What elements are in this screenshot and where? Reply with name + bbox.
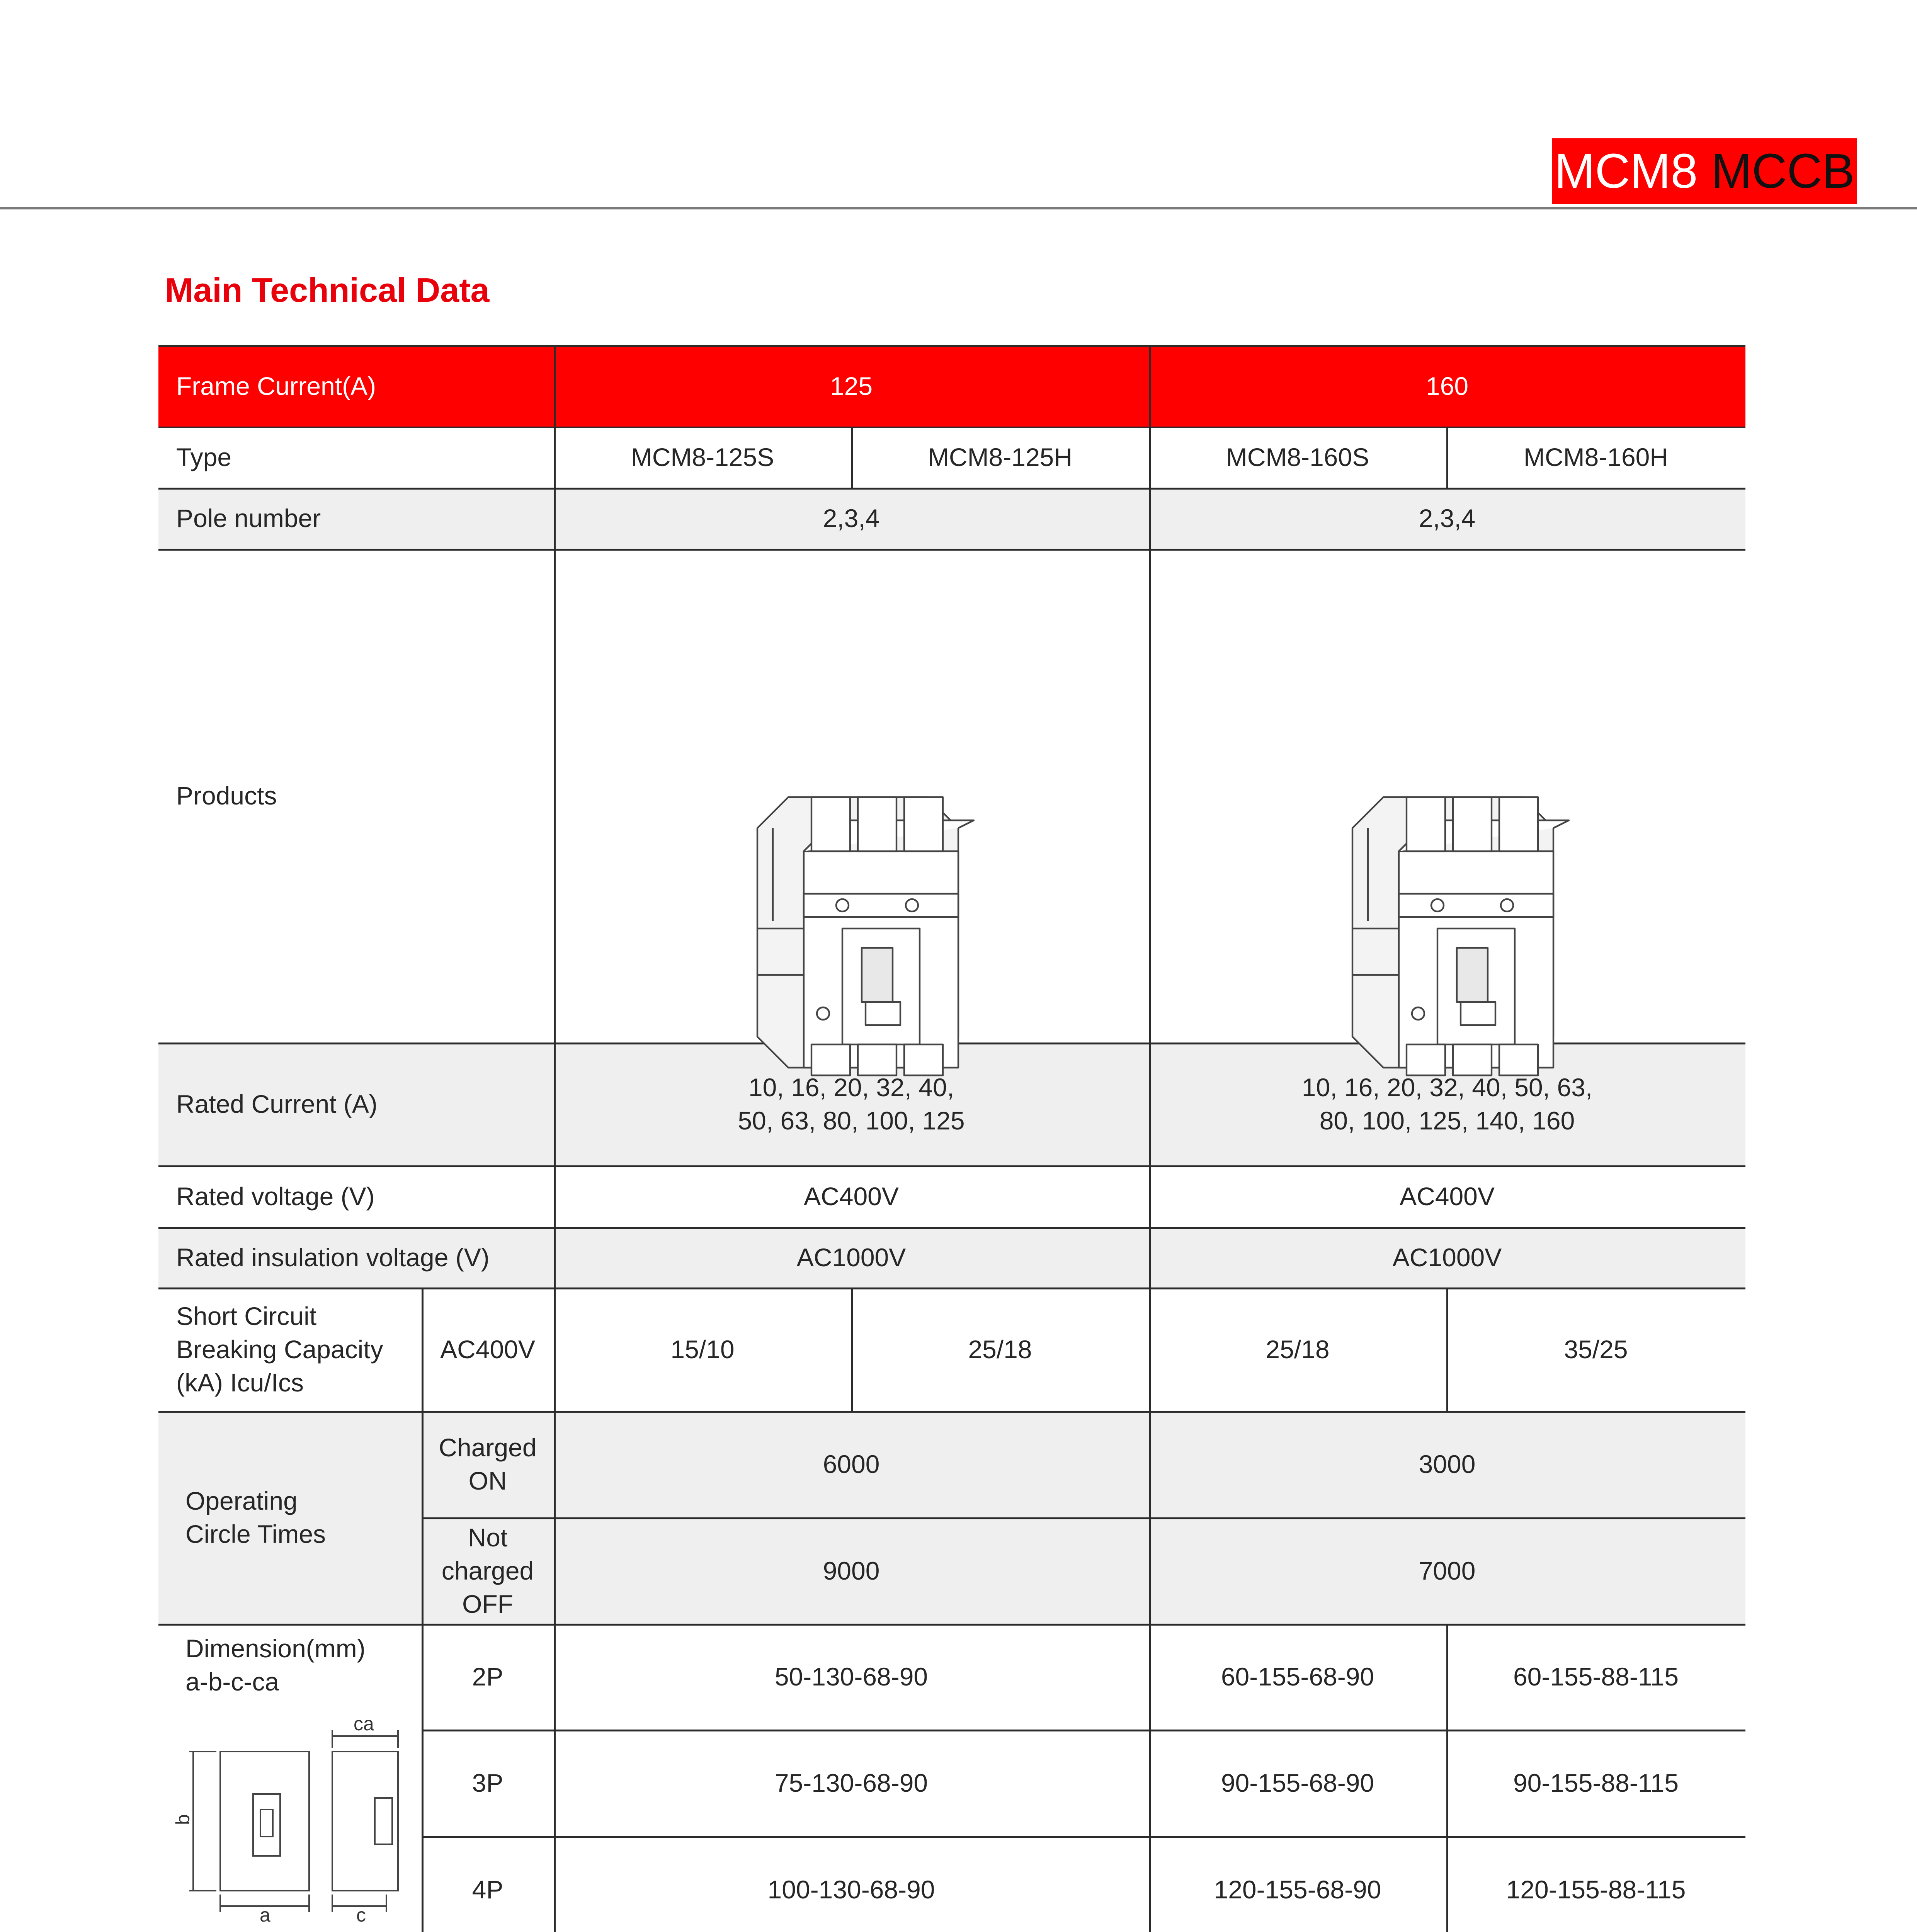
breaking-label-line2: Breaking Capacity <box>176 1335 383 1364</box>
rated-voltage-160: AC400V <box>1400 1182 1495 1211</box>
dimension-4p-160h: 120-155-88-115 <box>1506 1875 1686 1904</box>
frame-125: 125 <box>830 371 873 400</box>
rated-current-125 <box>554 1043 1149 1165</box>
dimension-3p-label: 3P <box>472 1768 503 1797</box>
dimension-3p-160h: 90-155-88-115 <box>1513 1768 1679 1797</box>
type-160s: MCM8-160S <box>1226 443 1369 471</box>
operating-label-line1: Operating <box>185 1486 298 1515</box>
charged-label-line2: ON <box>468 1466 507 1495</box>
breaking-160h: 35/25 <box>1564 1335 1628 1364</box>
breaking-label <box>158 1287 422 1411</box>
series-name: MCM8 <box>1554 144 1698 198</box>
frame-current-label: Frame Current(A) <box>176 371 376 400</box>
breaking-125s: 15/10 <box>670 1335 735 1364</box>
dimension-4p-label: 4P <box>472 1875 503 1904</box>
product-type: MCCB <box>1711 144 1855 198</box>
dimension-3p-125: 75-130-68-90 <box>774 1768 928 1797</box>
dimension-2p-160h: 60-155-88-115 <box>1513 1662 1679 1691</box>
not-charged-125: 9000 <box>823 1556 880 1585</box>
series-badge <box>1552 138 1857 204</box>
dimension-4p-125: 100-130-68-90 <box>767 1875 935 1904</box>
breaking-label-line1: Short Circuit <box>176 1301 317 1330</box>
insulation-125: AC1000V <box>796 1243 906 1272</box>
rated-current-125-line2: 50, 63, 80, 100, 125 <box>738 1106 965 1135</box>
pole-label: Pole number <box>176 504 321 532</box>
frame-160: 160 <box>1425 371 1469 400</box>
section-title: Main Technical Data <box>165 271 490 309</box>
dimension-2p-160s: 60-155-68-90 <box>1221 1662 1374 1691</box>
dimension-label-line2: a-b-c-ca <box>185 1667 279 1696</box>
type-125s: MCM8-125S <box>631 443 774 471</box>
not-charged-160: 7000 <box>1419 1556 1476 1585</box>
dim-ca-label: ca <box>354 1713 374 1735</box>
not-charged-label <box>422 1517 554 1624</box>
dimension-4p-160s: 120-155-68-90 <box>1214 1875 1381 1904</box>
not-charged-line1: Not <box>468 1523 508 1552</box>
dimension-2p-label: 2P <box>472 1662 503 1691</box>
rated-current-160-line1: 10, 16, 20, 32, 40, 50, 63, <box>1301 1073 1593 1102</box>
operating-label <box>158 1411 422 1624</box>
charged-label-line1: Charged <box>439 1433 537 1462</box>
rated-voltage-125: AC400V <box>804 1182 899 1211</box>
breaking-sub-label: AC400V <box>440 1335 535 1364</box>
charged-160: 3000 <box>1419 1450 1476 1478</box>
charged-label <box>422 1411 554 1517</box>
dimension-label-line1: Dimension(mm) <box>185 1634 366 1663</box>
breaking-125h: 25/18 <box>968 1335 1032 1364</box>
breaking-160s: 25/18 <box>1266 1335 1330 1364</box>
insulation-160: AC1000V <box>1392 1243 1502 1272</box>
pole-160: 2,3,4 <box>1419 504 1476 532</box>
rated-current-label: Rated Current (A) <box>176 1090 378 1118</box>
rated-current-160-line2: 80, 100, 125, 140, 160 <box>1319 1106 1575 1135</box>
pole-125: 2,3,4 <box>823 504 880 532</box>
dim-a-label: a <box>260 1904 270 1926</box>
dimension-label <box>158 1632 422 1709</box>
breaking-label-line3: (kA) Icu/Ics <box>176 1368 304 1397</box>
type-125h: MCM8-125H <box>927 443 1073 471</box>
dimension-2p-125: 50-130-68-90 <box>774 1662 928 1691</box>
rated-current-160 <box>1149 1043 1745 1165</box>
insulation-label: Rated insulation voltage (V) <box>176 1243 490 1272</box>
dimension-3p-160s: 90-155-68-90 <box>1221 1768 1374 1797</box>
type-160h: MCM8-160H <box>1523 443 1669 471</box>
not-charged-line3: OFF <box>462 1589 513 1618</box>
dimension-diagram-icon <box>172 1713 410 1926</box>
rated-voltage-label: Rated voltage (V) <box>176 1182 375 1211</box>
technical-data-table <box>158 345 1745 1932</box>
type-label: Type <box>176 443 232 471</box>
products-label: Products <box>176 781 277 810</box>
dim-b-label: b <box>172 1814 194 1825</box>
rated-current-125-line1: 10, 16, 20, 32, 40, <box>748 1073 954 1102</box>
header-rule <box>0 207 1917 209</box>
dim-c-label: c <box>356 1904 366 1926</box>
operating-label-line2: Circle Times <box>185 1519 326 1548</box>
not-charged-line2: charged <box>441 1556 534 1585</box>
charged-125: 6000 <box>823 1450 880 1478</box>
